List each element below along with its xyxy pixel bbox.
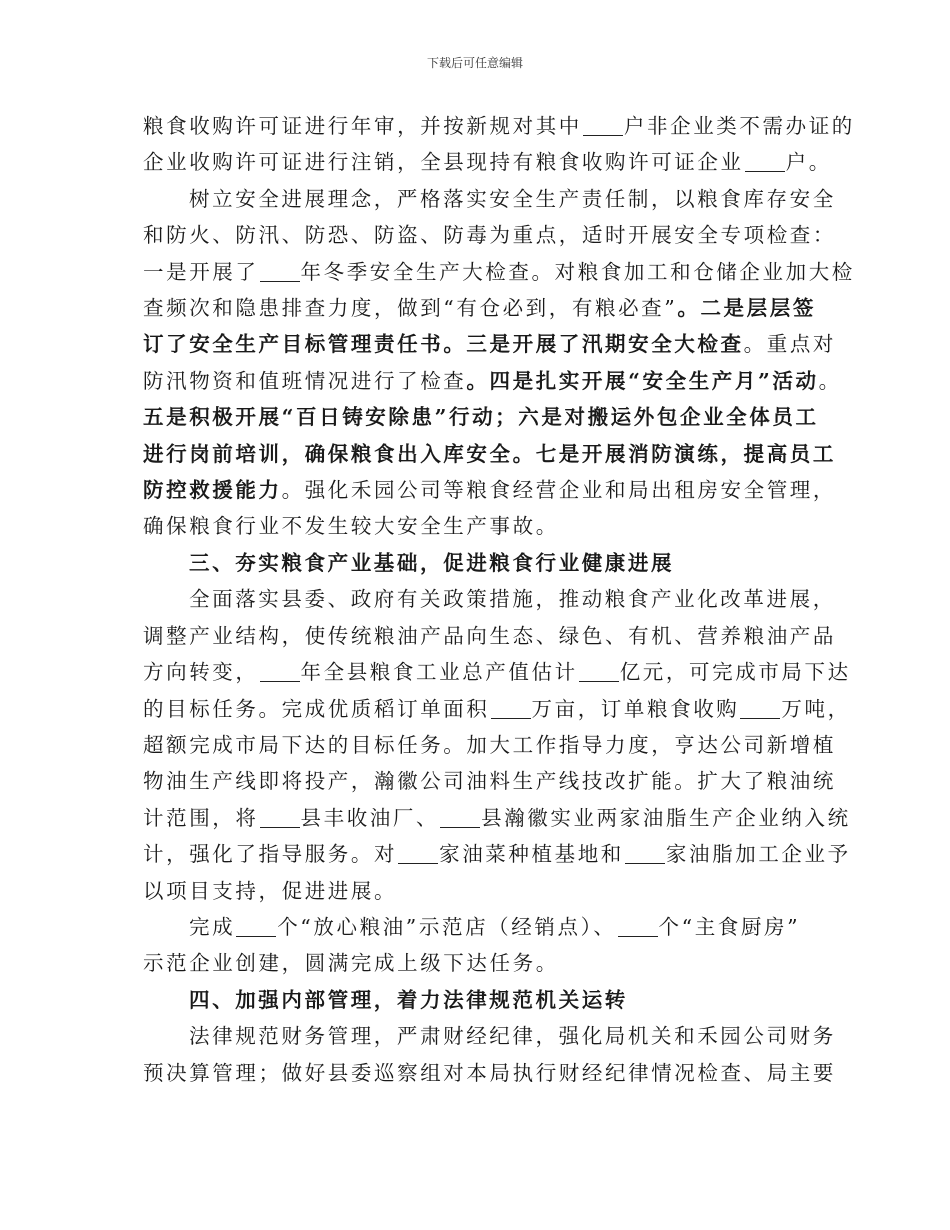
text-line: 一是开展了 年冬季安全生产大检查。对粮食加工和仓储企业加大检 (143, 259, 855, 284)
text-line: 树立安全进展理念，严格落实安全生产责任制，以粮食库存安全 (189, 186, 836, 211)
fill-blank (440, 806, 480, 828)
fill-blank (398, 843, 438, 865)
section-heading: 四、加强内部管理，着力法律规范机关运转 (189, 987, 628, 1012)
text-line: 全面落实县委、政府有关政策措施，推动粮食产业化改革进展， (189, 587, 836, 612)
fill-blank (260, 806, 300, 828)
text-line: 示范企业创建，圆满完成上级下达任务。 (143, 951, 559, 976)
text-line: 法律规范财务管理，严肃财经纪律，强化局机关和禾园公司财务 (189, 1024, 836, 1049)
text-line: 防汛物资和值班情况进行了检查。四是扎实开展“安全生产月”活动。 (143, 368, 842, 393)
fill-blank (618, 915, 658, 937)
text-line: 确保粮食行业不发生较大安全生产事故。 (143, 514, 559, 539)
fill-blank (745, 151, 785, 173)
fill-blank (583, 115, 623, 137)
text-line: 订了安全生产目标管理责任书。三是开展了汛期安全大检查。重点对 (143, 332, 837, 357)
text-line: 和防火、防汛、防恐、防盗、防毒为重点，适时开展安全专项检查： (143, 223, 836, 248)
text-line: 五是积极开展“百日铸安除患”行动；六是对搬运外包企业全体员工 (143, 405, 819, 430)
fill-blank (625, 843, 665, 865)
text-line: 方向转变， 年全县粮食工业总产值估计 亿元，可完成市局下达 (143, 660, 851, 685)
text-line: 超额完成市局下达的目标任务。加大工作指导力度，亨达公司新增植 (143, 732, 836, 757)
text-line: 进行岗前培训，确保粮食出入库安全。七是开展消防演练，提高员工 (143, 441, 836, 466)
text-line: 企业收购许可证进行注销，全县现持有粮食收购许可证企业 户。 (143, 150, 832, 175)
fill-blank (260, 260, 300, 282)
text-line: 计范围，将 县丰收油厂、 县瀚徽实业两家油脂生产企业纳入统 (143, 805, 851, 830)
fill-blank (260, 661, 300, 683)
text-line: 防控救援能力。强化禾园公司等粮食经营企业和局出租房安全管理， (143, 478, 837, 503)
text-line: 粮食收购许可证进行年审，并按新规对其中 户非企业类不需办证的 (143, 114, 855, 138)
fill-blank (579, 661, 619, 683)
fill-blank (740, 697, 780, 719)
document-body (143, 108, 855, 1091)
text-line: 预决算管理；做好县委巡察组对本局执行财经纪律情况检查、局主要 (143, 1060, 836, 1085)
text-line: 计，强化了指导服务。对 家油菜种植基地和 家油脂加工企业予 (143, 842, 851, 867)
text-line: 调整产业结构，使传统粮油产品向生态、绿色、有机、营养粮油产品 (143, 623, 836, 648)
section-heading: 三、夯实粮食产业基础，促进粮食行业健康进展 (189, 550, 675, 575)
page-header: 下载后可任意编辑 (426, 56, 523, 70)
text-line: 以项目支持，促进进展。 (143, 878, 398, 903)
text-line: 完成 个“放心粮油”示范店（经销点）、 个“主食厨房” (189, 914, 801, 939)
fill-blank (491, 697, 531, 719)
text-line: 物油生产线即将投产，瀚徽公司油料生产线技改扩能。扩大了粮油统 (143, 769, 836, 794)
fill-blank (236, 915, 276, 937)
text-line: 查频次和隐患排查力度，做到“有仓必到，有粮必查”。二是层层签 (143, 296, 816, 321)
text-line: 的目标任务。完成优质稻订单面积 万亩，订单粮食收购 万吨， (143, 696, 851, 721)
